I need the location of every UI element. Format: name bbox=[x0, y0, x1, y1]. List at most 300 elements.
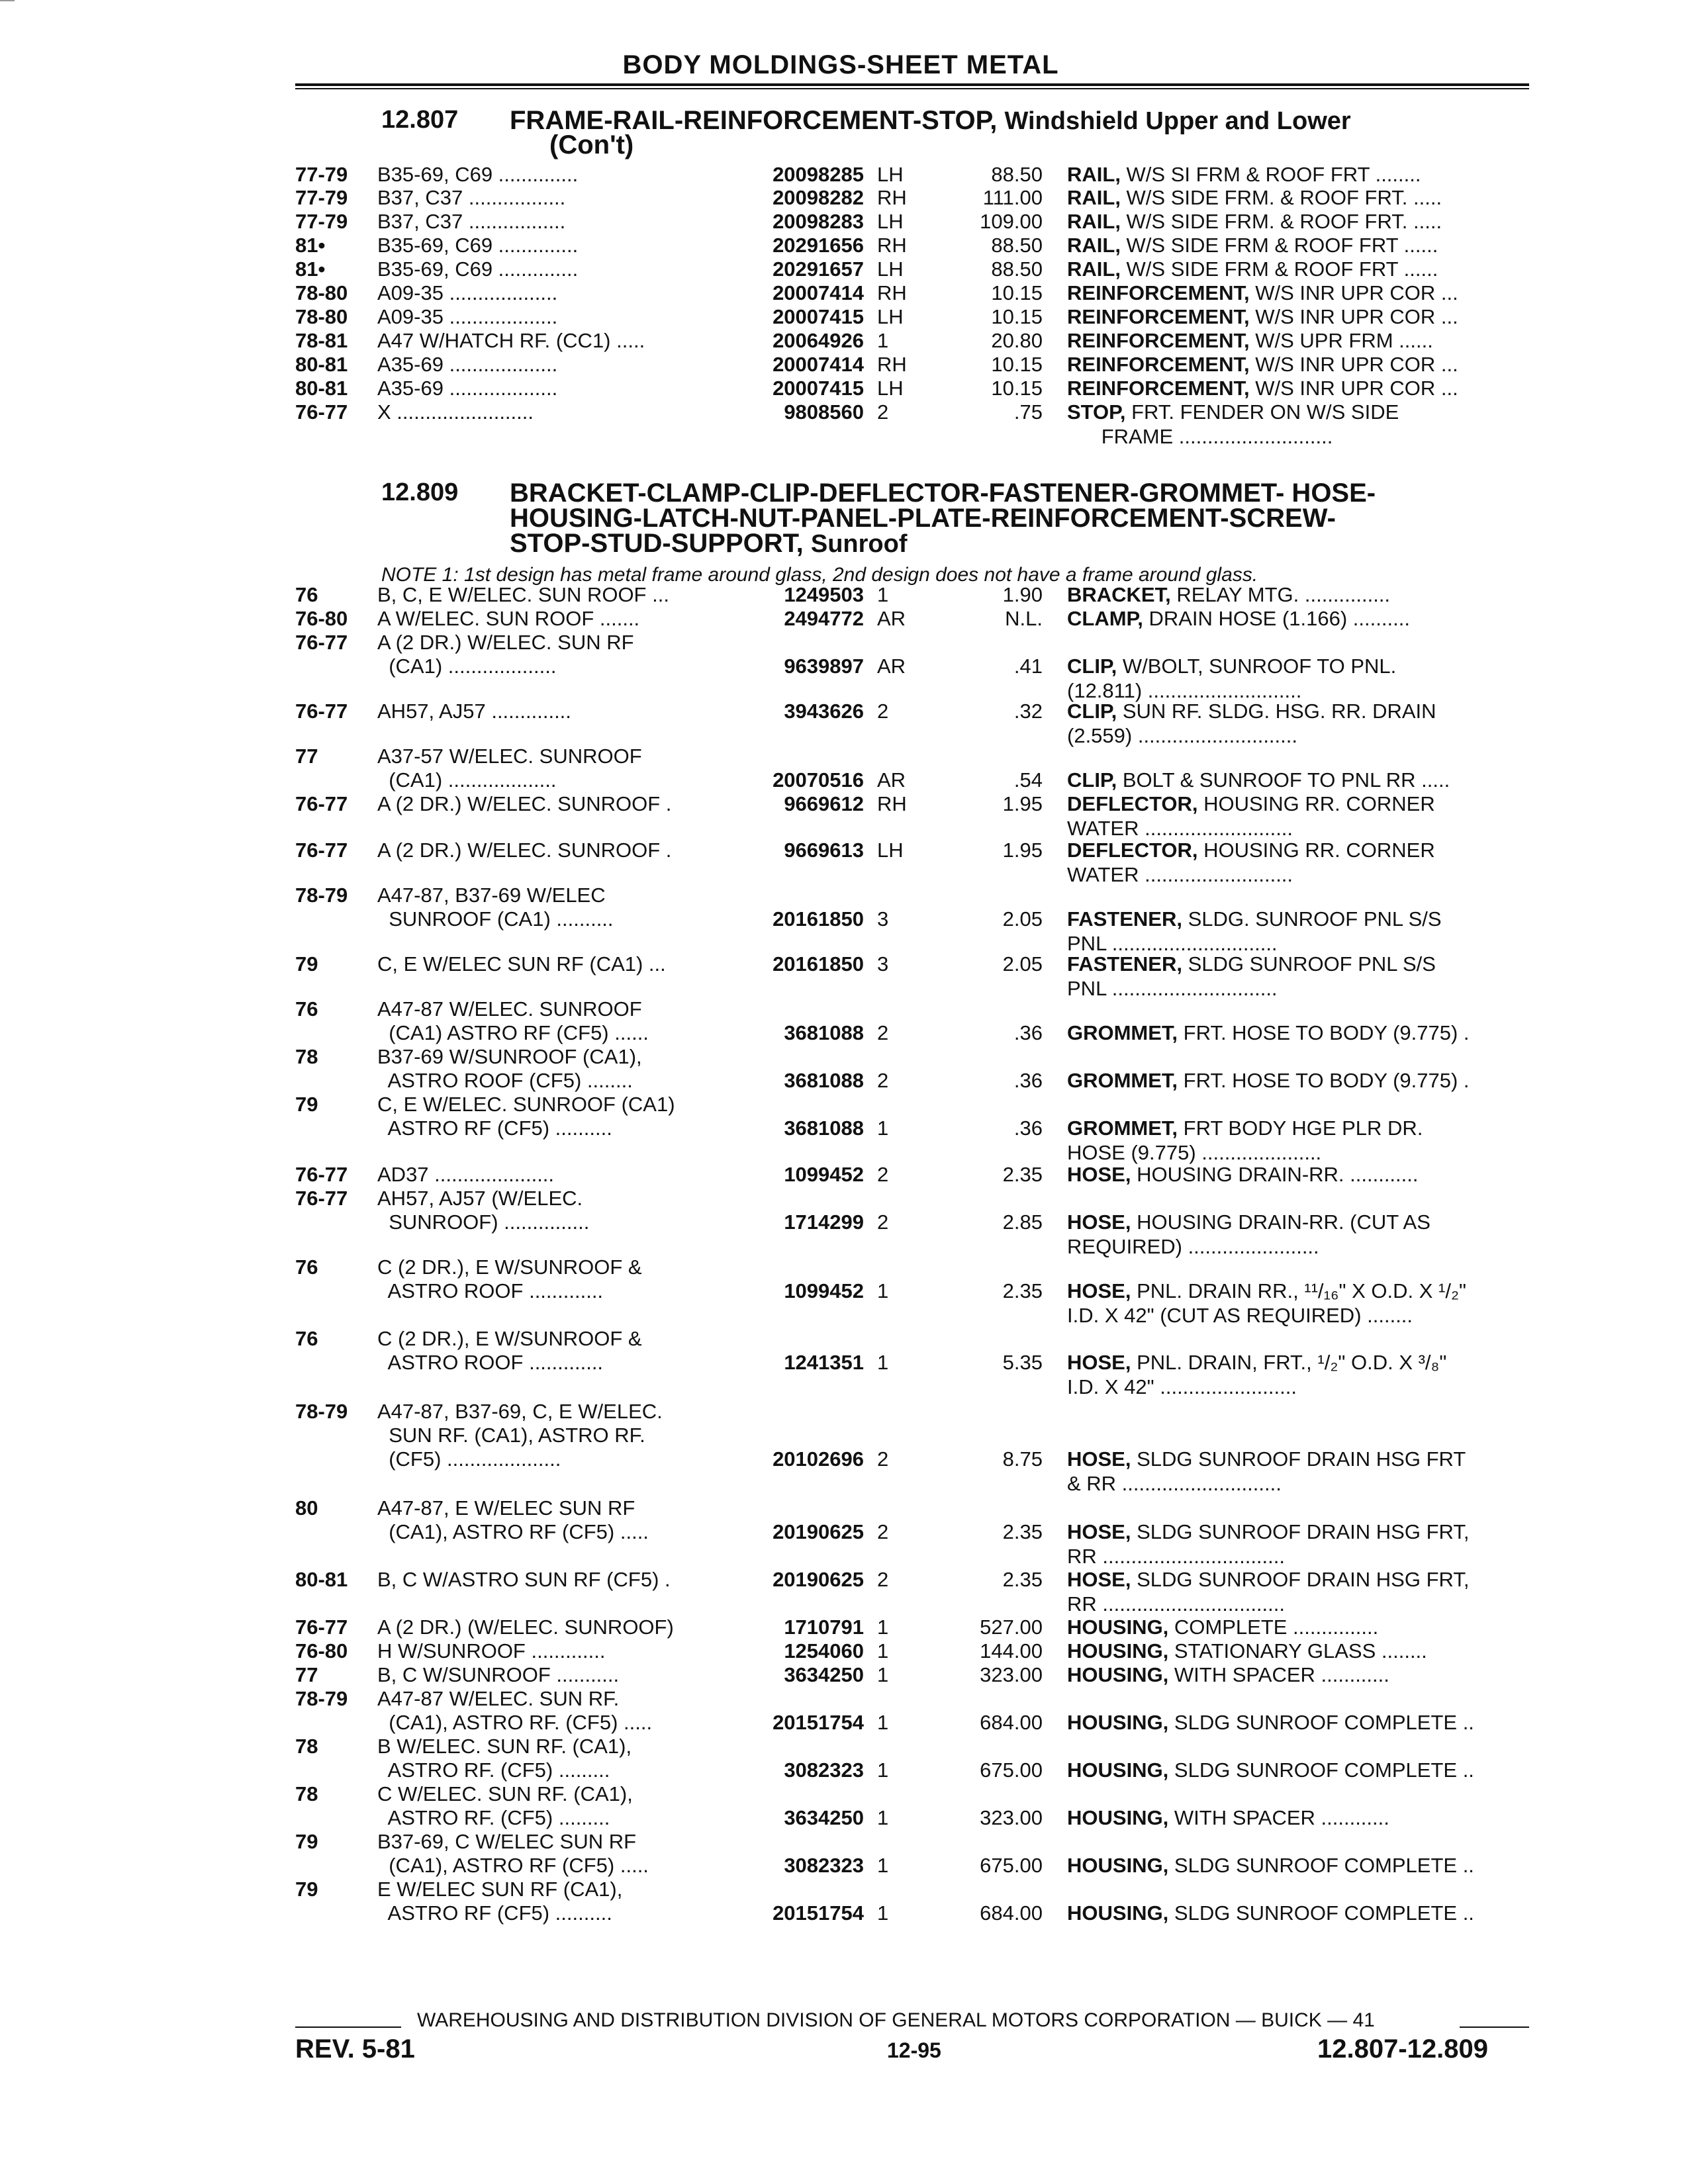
quantity: 1 bbox=[877, 1806, 889, 1829]
part-number: 20190625 bbox=[773, 1520, 864, 1543]
part-number: 20151754 bbox=[773, 1711, 864, 1734]
part-number: 1249503 bbox=[784, 583, 864, 606]
part-name bbox=[1067, 1279, 1544, 1328]
price: 2.35 bbox=[1002, 1279, 1043, 1302]
part-name-detail: FRT. HOSE TO BODY (9.775) . bbox=[1178, 1069, 1470, 1092]
price: 88.50 bbox=[991, 163, 1043, 186]
part-name-keyword: CLIP, bbox=[1067, 768, 1117, 792]
quantity: 1 bbox=[877, 1639, 889, 1662]
model-year: 80-81 bbox=[295, 353, 348, 376]
price: 323.00 bbox=[980, 1806, 1043, 1829]
part-name-detail: W/S INR UPR COR ... bbox=[1249, 353, 1458, 376]
body-description: B37-69 W/SUNROOF (CA1), bbox=[377, 1045, 642, 1068]
price: 20.80 bbox=[991, 329, 1043, 352]
part-name bbox=[1067, 952, 1544, 1001]
quantity: 2 bbox=[877, 1447, 889, 1471]
part-number: 3943626 bbox=[784, 700, 864, 723]
part-name bbox=[1067, 1567, 1544, 1616]
price: 323.00 bbox=[980, 1663, 1043, 1686]
model-year: 76-80 bbox=[295, 1639, 348, 1662]
part-name-detail: PNL. DRAIN, FRT., ¹/₂" O.D. X ³/₈" I.D. X 42" ........................ bbox=[1067, 1351, 1447, 1398]
body-description: B37, C37 ................. bbox=[377, 186, 566, 209]
part-name-detail: FRT. FENDER ON W/S SIDE FRAME ........................... bbox=[1101, 400, 1399, 448]
body-description: C, E W/ELEC SUN RF (CA1) ... bbox=[377, 952, 666, 976]
part-name-keyword: HOSE, bbox=[1067, 1520, 1131, 1543]
quantity: AR bbox=[877, 607, 906, 630]
price: .36 bbox=[1013, 1021, 1043, 1044]
part-name-detail: WITH SPACER ............ bbox=[1168, 1663, 1389, 1686]
quantity: 3 bbox=[877, 907, 889, 931]
part-number: 3082323 bbox=[784, 1758, 864, 1782]
model-year: 76-80 bbox=[295, 607, 348, 630]
part-number: 1099452 bbox=[784, 1163, 864, 1186]
part-name-keyword: HOUSING, bbox=[1067, 1663, 1169, 1686]
model-year: 81• bbox=[295, 257, 326, 281]
model-year: 79 bbox=[295, 1830, 318, 1853]
part-name bbox=[1067, 582, 1544, 607]
body-description: A (2 DR.) W/ELEC. SUNROOF . bbox=[377, 792, 672, 815]
part-name bbox=[1067, 792, 1544, 841]
body-description: C, E W/ELEC. SUNROOF (CA1) bbox=[377, 1093, 675, 1116]
part-name bbox=[1067, 257, 1544, 281]
part-number: 20098282 bbox=[773, 186, 864, 209]
part-name-keyword: HOUSING, bbox=[1067, 1711, 1169, 1734]
model-year: 78-79 bbox=[295, 1400, 348, 1423]
price: 675.00 bbox=[980, 1758, 1043, 1782]
part-name-keyword: STOP, bbox=[1067, 400, 1126, 424]
quantity: 1 bbox=[877, 1854, 889, 1877]
part-number: 20098285 bbox=[773, 163, 864, 186]
body-description: A35-69 ................... bbox=[377, 353, 558, 376]
part-name-detail: W/S INR UPR COR ... bbox=[1249, 281, 1458, 304]
part-name-detail: SUN RF. SLDG. HSG. RR. DRAIN (2.559) ............................ bbox=[1067, 700, 1436, 747]
part-name bbox=[1067, 907, 1544, 956]
body-description: A35-69 ................... bbox=[377, 377, 558, 400]
part-number: 2494772 bbox=[784, 607, 864, 630]
model-year: 79 bbox=[295, 1093, 318, 1116]
part-name-detail: HOUSING RR. CORNER WATER .......................... bbox=[1067, 792, 1435, 840]
part-name-detail: WITH SPACER ............ bbox=[1168, 1806, 1389, 1829]
part-name-detail: W/S SIDE FRM & ROOF FRT ...... bbox=[1120, 257, 1438, 281]
body-description: (CA1) ................... bbox=[377, 768, 557, 792]
part-number: 3681088 bbox=[784, 1069, 864, 1092]
price: .41 bbox=[1013, 655, 1043, 678]
body-description: (CA1), ASTRO RF. (CF5) ..... bbox=[377, 1711, 653, 1734]
part-name bbox=[1067, 1639, 1544, 1663]
section-title-line2: HOUSING-LATCH-NUT-PANEL-PLATE-REINFORCEMENT-SCREW- bbox=[510, 504, 1336, 533]
part-name bbox=[1067, 1210, 1544, 1259]
body-description: A (2 DR.) W/ELEC. SUNROOF . bbox=[377, 839, 672, 862]
part-number: 20161850 bbox=[773, 952, 864, 976]
part-name-detail: FRT BODY HGE PLR DR. HOSE (9.775) ..................... bbox=[1067, 1116, 1423, 1164]
quantity: 1 bbox=[877, 1351, 889, 1374]
part-name bbox=[1067, 1758, 1544, 1782]
part-name bbox=[1067, 209, 1544, 234]
part-name-detail: SLDG SUNROOF DRAIN HSG FRT, RR ................................ bbox=[1067, 1568, 1470, 1615]
body-description: B35-69, C69 .............. bbox=[377, 234, 579, 257]
part-name-keyword: REINFORCEMENT, bbox=[1067, 377, 1250, 400]
body-description: A37-57 W/ELEC. SUNROOF bbox=[377, 745, 642, 768]
part-number: 1714299 bbox=[784, 1210, 864, 1234]
part-name-keyword: HOUSING, bbox=[1067, 1758, 1169, 1782]
part-name bbox=[1067, 768, 1544, 792]
part-name-detail: SLDG. SUNROOF PNL S/S PNL ............................. bbox=[1067, 907, 1442, 955]
part-name-keyword: HOUSING, bbox=[1067, 1854, 1169, 1877]
price: 109.00 bbox=[980, 210, 1043, 233]
price: 684.00 bbox=[980, 1711, 1043, 1734]
body-description: ASTRO ROOF ............. bbox=[377, 1351, 604, 1374]
part-name-detail: SLDG SUNROOF COMPLETE .. bbox=[1168, 1711, 1474, 1734]
model-year: 76-77 bbox=[295, 1163, 348, 1186]
model-year: 78-79 bbox=[295, 884, 348, 907]
footer-section-range: 12.807-12.809 bbox=[1317, 2034, 1489, 2064]
part-number: 20007415 bbox=[773, 377, 864, 400]
part-name-keyword: RAIL, bbox=[1067, 257, 1121, 281]
body-description: C W/ELEC. SUN RF. (CA1), bbox=[377, 1782, 633, 1805]
part-name bbox=[1067, 352, 1544, 377]
part-name-keyword: HOSE, bbox=[1067, 1447, 1131, 1471]
part-number: 20291657 bbox=[773, 257, 864, 281]
footer-page-number: 12-95 bbox=[887, 2038, 941, 2062]
part-number: 20007414 bbox=[773, 281, 864, 304]
body-description: B37, C37 ................. bbox=[377, 210, 566, 233]
body-description: B37-69, C W/ELEC SUN RF bbox=[377, 1830, 637, 1853]
section-title-suffix: Windshield Upper and Lower bbox=[1004, 107, 1351, 135]
quantity: RH bbox=[877, 281, 907, 304]
model-year: 76 bbox=[295, 583, 318, 606]
part-name bbox=[1067, 1901, 1544, 1925]
section-title-line3 bbox=[510, 531, 908, 557]
model-year: 79 bbox=[295, 1878, 318, 1901]
body-description: ASTRO ROOF ............. bbox=[377, 1279, 604, 1302]
part-number: 3082323 bbox=[784, 1854, 864, 1877]
section-title-line1: BRACKET-CLAMP-CLIP-DEFLECTOR-FASTENER-GROMMET- HOSE- bbox=[510, 478, 1376, 508]
margin-mark bbox=[0, 0, 15, 1]
part-name bbox=[1067, 1520, 1544, 1569]
price: 2.35 bbox=[1002, 1520, 1043, 1543]
quantity: LH bbox=[877, 377, 904, 400]
body-description: SUN RF. (CA1), ASTRO RF. bbox=[377, 1424, 645, 1447]
part-name bbox=[1067, 1021, 1544, 1045]
part-name-keyword: CLAMP, bbox=[1067, 607, 1143, 630]
price: 527.00 bbox=[980, 1615, 1043, 1639]
price: 10.15 bbox=[991, 281, 1043, 304]
section-title-cont: (Con't) bbox=[549, 130, 634, 159]
model-year: 76-77 bbox=[295, 700, 348, 723]
price: 2.85 bbox=[1002, 1210, 1043, 1234]
part-name-detail: W/S INR UPR COR ... bbox=[1249, 377, 1458, 400]
part-name-keyword: HOSE, bbox=[1067, 1210, 1131, 1234]
part-name-keyword: HOSE, bbox=[1067, 1279, 1131, 1302]
part-name bbox=[1067, 699, 1544, 748]
price: N.L. bbox=[1005, 607, 1043, 630]
quantity: 1 bbox=[877, 1758, 889, 1782]
quantity: LH bbox=[877, 210, 904, 233]
header-rule bbox=[295, 83, 1529, 86]
quantity: 2 bbox=[877, 1021, 889, 1044]
quantity: 2 bbox=[877, 1163, 889, 1186]
part-name-detail: STATIONARY GLASS ........ bbox=[1168, 1639, 1427, 1662]
body-description: A09-35 ................... bbox=[377, 281, 558, 304]
body-description: C (2 DR.), E W/SUNROOF & bbox=[377, 1255, 642, 1279]
body-description: ASTRO RF (CF5) .......... bbox=[377, 1901, 612, 1925]
part-name-keyword: FASTENER, bbox=[1067, 952, 1182, 976]
part-name-detail: PNL. DRAIN RR., ¹¹/₁₆" X O.D. X ¹/₂" I.D. X 42" (CUT AS REQUIRED) ........ bbox=[1067, 1279, 1467, 1327]
body-description: B, C W/SUNROOF ........... bbox=[377, 1663, 620, 1686]
part-number: 9669612 bbox=[784, 792, 864, 815]
part-name-detail: W/S UPR FRM ...... bbox=[1249, 329, 1433, 352]
body-description: ASTRO ROOF (CF5) ........ bbox=[377, 1069, 633, 1092]
quantity: 1 bbox=[877, 1901, 889, 1925]
part-name-detail: SLDG SUNROOF PNL S/S PNL ............................. bbox=[1067, 952, 1436, 1000]
price: 88.50 bbox=[991, 257, 1043, 281]
section-title-text: STOP-STUD-SUPPORT, bbox=[510, 529, 804, 558]
quantity: 1 bbox=[877, 1279, 889, 1302]
part-name-detail: HOUSING RR. CORNER WATER .......................... bbox=[1067, 839, 1435, 886]
body-description: B, C W/ASTRO SUN RF (CF5) . bbox=[377, 1568, 671, 1591]
header-rule-thin bbox=[295, 88, 1529, 89]
quantity: 1 bbox=[877, 1663, 889, 1686]
body-description: AH57, AJ57 (W/ELEC. bbox=[377, 1187, 583, 1210]
footer-division: WAREHOUSING AND DISTRIBUTION DIVISION OF GENERAL MOTORS CORPORATION — BUICK — 41 bbox=[417, 2009, 1375, 2031]
body-description: (CA1) ................... bbox=[377, 655, 557, 678]
model-year: 78-80 bbox=[295, 281, 348, 304]
part-name-detail: SLDG SUNROOF DRAIN HSG FRT & RR ............................ bbox=[1067, 1447, 1466, 1495]
body-description: H W/SUNROOF ............. bbox=[377, 1639, 606, 1662]
part-name-keyword: HOUSING, bbox=[1067, 1806, 1169, 1829]
quantity: AR bbox=[877, 768, 906, 792]
model-year: 76-77 bbox=[295, 631, 348, 654]
part-name bbox=[1067, 1116, 1544, 1165]
part-name-detail: W/S SI FRM & ROOF FRT ........ bbox=[1120, 163, 1421, 186]
part-number: 20007414 bbox=[773, 353, 864, 376]
quantity: 2 bbox=[877, 400, 889, 424]
part-name bbox=[1067, 400, 1544, 449]
part-name bbox=[1067, 1662, 1544, 1687]
part-name-keyword: DEFLECTOR, bbox=[1067, 839, 1198, 862]
price: 10.15 bbox=[991, 377, 1043, 400]
part-number: 9669613 bbox=[784, 839, 864, 862]
model-year: 78 bbox=[295, 1782, 318, 1805]
part-name-keyword: HOUSING, bbox=[1067, 1901, 1169, 1925]
model-year: 78 bbox=[295, 1045, 318, 1068]
part-number: 3634250 bbox=[784, 1806, 864, 1829]
part-name-keyword: GROMMET, bbox=[1067, 1116, 1178, 1140]
part-number: 3634250 bbox=[784, 1663, 864, 1686]
part-name bbox=[1067, 162, 1544, 187]
part-name-detail: W/BOLT, SUNROOF TO PNL. (12.811) ........................... bbox=[1067, 655, 1397, 702]
part-name-detail: W/S SIDE FRM & ROOF FRT ...... bbox=[1120, 234, 1438, 257]
part-name-detail: DRAIN HOSE (1.166) .......... bbox=[1143, 607, 1410, 630]
body-description: AD37 ..................... bbox=[377, 1163, 555, 1186]
price: 144.00 bbox=[980, 1639, 1043, 1662]
part-name-keyword: HOUSING, bbox=[1067, 1615, 1169, 1639]
footer-rule-right bbox=[1460, 2026, 1529, 2028]
body-description: B W/ELEC. SUN RF. (CA1), bbox=[377, 1735, 632, 1758]
body-description: (CF5) .................... bbox=[377, 1447, 561, 1471]
part-name bbox=[1067, 304, 1544, 329]
body-description: (CA1), ASTRO RF (CF5) ..... bbox=[377, 1520, 649, 1543]
model-year: 76-77 bbox=[295, 1615, 348, 1639]
page-header-title: BODY MOLDINGS-SHEET METAL bbox=[622, 50, 1059, 79]
body-description: A47-87, E W/ELEC SUN RF bbox=[377, 1496, 635, 1520]
part-name-keyword: FASTENER, bbox=[1067, 907, 1182, 931]
model-year: 77 bbox=[295, 1663, 318, 1686]
price: 88.50 bbox=[991, 234, 1043, 257]
body-description: A47-87 W/ELEC. SUN RF. bbox=[377, 1687, 620, 1710]
body-description: A47 W/HATCH RF. (CC1) ..... bbox=[377, 329, 645, 352]
price: .54 bbox=[1013, 768, 1043, 792]
body-description: A47-87, B37-69 W/ELEC bbox=[377, 884, 606, 907]
price: 10.15 bbox=[991, 353, 1043, 376]
footer-rule-left bbox=[295, 2026, 401, 2028]
part-number: 3681088 bbox=[784, 1021, 864, 1044]
model-year: 81• bbox=[295, 234, 326, 257]
part-name bbox=[1067, 233, 1544, 257]
part-number: 20064926 bbox=[773, 329, 864, 352]
part-name-keyword: RAIL, bbox=[1067, 234, 1121, 257]
body-description: B35-69, C69 .............. bbox=[377, 163, 579, 186]
model-year: 76-77 bbox=[295, 839, 348, 862]
part-name-keyword: DEFLECTOR, bbox=[1067, 792, 1198, 815]
part-name-keyword: HOSE, bbox=[1067, 1568, 1131, 1591]
model-year: 77-79 bbox=[295, 210, 348, 233]
part-name-keyword: GROMMET, bbox=[1067, 1069, 1178, 1092]
part-name bbox=[1067, 1805, 1544, 1830]
part-name-keyword: REINFORCEMENT, bbox=[1067, 305, 1250, 328]
body-description: (CA1), ASTRO RF (CF5) ..... bbox=[377, 1854, 649, 1877]
body-description: ASTRO RF. (CF5) ......... bbox=[377, 1806, 610, 1829]
section-note: NOTE 1: 1st design has metal frame around glass, 2nd design does not have a frame around glass. bbox=[381, 564, 1258, 586]
price: 111.00 bbox=[982, 186, 1043, 209]
model-year: 78-81 bbox=[295, 329, 348, 352]
part-name-keyword: CLIP, bbox=[1067, 700, 1117, 723]
quantity: 2 bbox=[877, 1520, 889, 1543]
body-description: A W/ELEC. SUN ROOF ....... bbox=[377, 607, 640, 630]
part-name-detail: SLDG SUNROOF COMPLETE .. bbox=[1168, 1758, 1474, 1782]
part-number: 20151754 bbox=[773, 1901, 864, 1925]
quantity: RH bbox=[877, 792, 907, 815]
part-name bbox=[1067, 654, 1544, 703]
part-name-detail: RELAY MTG. ............... bbox=[1170, 583, 1391, 606]
part-name bbox=[1067, 1350, 1544, 1399]
part-name bbox=[1067, 1068, 1544, 1093]
quantity: RH bbox=[877, 234, 907, 257]
model-year: 76-77 bbox=[295, 1187, 348, 1210]
part-number: 20098283 bbox=[773, 210, 864, 233]
part-name-keyword: BRACKET, bbox=[1067, 583, 1171, 606]
quantity: LH bbox=[877, 257, 904, 281]
part-name bbox=[1067, 838, 1544, 887]
price: 2.05 bbox=[1002, 907, 1043, 931]
body-description: ASTRO RF. (CF5) ......... bbox=[377, 1758, 610, 1782]
part-name bbox=[1067, 1615, 1544, 1639]
part-number: 1099452 bbox=[784, 1279, 864, 1302]
part-number: 20291656 bbox=[773, 234, 864, 257]
price: 2.35 bbox=[1002, 1163, 1043, 1186]
quantity: 2 bbox=[877, 700, 889, 723]
part-number: 20007415 bbox=[773, 305, 864, 328]
part-number: 20190625 bbox=[773, 1568, 864, 1591]
body-description: (CA1) ASTRO RF (CF5) ...... bbox=[377, 1021, 649, 1044]
model-year: 80-81 bbox=[295, 377, 348, 400]
body-description: C (2 DR.), E W/SUNROOF & bbox=[377, 1327, 642, 1350]
quantity: RH bbox=[877, 186, 907, 209]
part-name bbox=[1067, 328, 1544, 353]
part-name-keyword: CLIP, bbox=[1067, 655, 1117, 678]
part-name-detail: SLDG SUNROOF DRAIN HSG FRT, RR ................................ bbox=[1067, 1520, 1470, 1568]
price: 1.90 bbox=[1002, 583, 1043, 606]
quantity: LH bbox=[877, 839, 904, 862]
part-name-detail: FRT. HOSE TO BODY (9.775) . bbox=[1178, 1021, 1470, 1044]
part-name-keyword: HOUSING, bbox=[1067, 1639, 1169, 1662]
part-name-keyword: RAIL, bbox=[1067, 163, 1121, 186]
body-description: E W/ELEC SUN RF (CA1), bbox=[377, 1878, 623, 1901]
part-name-detail: HOUSING DRAIN-RR. ............ bbox=[1131, 1163, 1419, 1186]
price: 675.00 bbox=[980, 1854, 1043, 1877]
part-name bbox=[1067, 185, 1544, 210]
section-number: 12.807 bbox=[381, 106, 459, 134]
model-year: 77-79 bbox=[295, 163, 348, 186]
part-number: 1254060 bbox=[784, 1639, 864, 1662]
quantity: 1 bbox=[877, 583, 889, 606]
body-description: A09-35 ................... bbox=[377, 305, 558, 328]
model-year: 76 bbox=[295, 1327, 318, 1350]
section-title-suffix: Sunroof bbox=[810, 530, 908, 558]
body-description: B, C, E W/ELEC. SUN ROOF ... bbox=[377, 583, 669, 606]
part-number: 1241351 bbox=[784, 1351, 864, 1374]
part-name-detail: HOUSING DRAIN-RR. (CUT AS REQUIRED) ....................... bbox=[1067, 1210, 1430, 1258]
quantity: 3 bbox=[877, 952, 889, 976]
body-description: SUNROOF (CA1) .......... bbox=[377, 907, 614, 931]
model-year: 78-80 bbox=[295, 305, 348, 328]
part-number: 3681088 bbox=[784, 1116, 864, 1140]
quantity: 2 bbox=[877, 1210, 889, 1234]
part-name bbox=[1067, 1162, 1544, 1187]
body-description: A (2 DR.) W/ELEC. SUN RF bbox=[377, 631, 634, 654]
quantity: 1 bbox=[877, 1711, 889, 1734]
part-name-detail: BOLT & SUNROOF TO PNL RR ..... bbox=[1117, 768, 1450, 792]
model-year: 76 bbox=[295, 997, 318, 1021]
quantity: 2 bbox=[877, 1069, 889, 1092]
part-number: 1710791 bbox=[784, 1615, 864, 1639]
price: .36 bbox=[1013, 1116, 1043, 1140]
price: 1.95 bbox=[1002, 792, 1043, 815]
section-title bbox=[510, 108, 1351, 134]
model-year: 76-77 bbox=[295, 400, 348, 424]
part-name-keyword: REINFORCEMENT, bbox=[1067, 281, 1250, 304]
part-name bbox=[1067, 1853, 1544, 1878]
part-number: 9639897 bbox=[784, 655, 864, 678]
part-name-detail: W/S INR UPR COR ... bbox=[1249, 305, 1458, 328]
part-name bbox=[1067, 606, 1544, 631]
model-year: 77-79 bbox=[295, 186, 348, 209]
part-name-keyword: HOSE, bbox=[1067, 1351, 1131, 1374]
part-number: 20102696 bbox=[773, 1447, 864, 1471]
price: 684.00 bbox=[980, 1901, 1043, 1925]
price: .32 bbox=[1013, 700, 1043, 723]
quantity: RH bbox=[877, 353, 907, 376]
price: 8.75 bbox=[1002, 1447, 1043, 1471]
part-name-detail: SLDG SUNROOF COMPLETE .. bbox=[1168, 1854, 1474, 1877]
part-number: 20161850 bbox=[773, 907, 864, 931]
part-name-keyword: REINFORCEMENT, bbox=[1067, 329, 1250, 352]
price: .75 bbox=[1013, 400, 1043, 424]
price: 1.95 bbox=[1002, 839, 1043, 862]
quantity: 1 bbox=[877, 1615, 889, 1639]
part-name-detail: SLDG SUNROOF COMPLETE .. bbox=[1168, 1901, 1474, 1925]
quantity: AR bbox=[877, 655, 906, 678]
